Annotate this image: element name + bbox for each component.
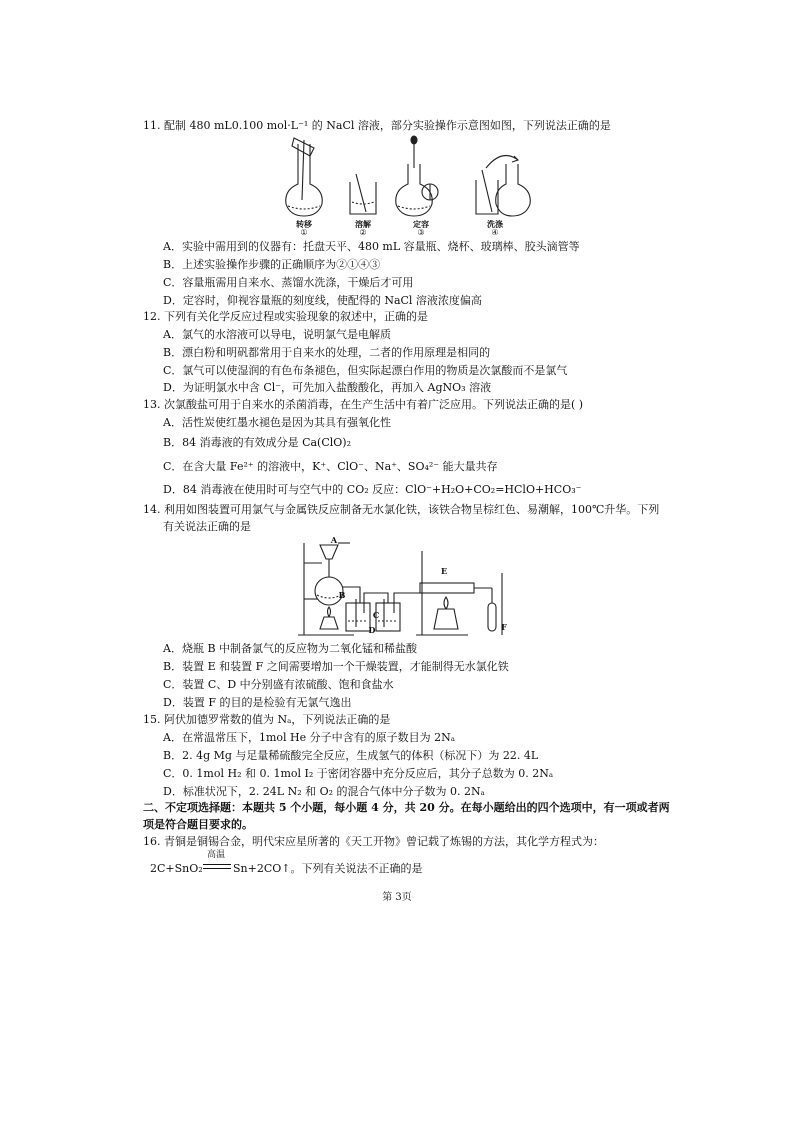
q16-stem: 16. 青铜是铜锡合金，明代宋应星所著的《天工开物》曾记载了炼锡的方法，其化学方程式为： <box>143 835 604 848</box>
q11-option-c: C．容量瓶需用自来水、蒸馏水洗涤，干燥后才可用 <box>163 276 414 289</box>
q15-option-d: D．标准状况下，2. 24L N₂ 和 O₂ 的混合气体中分子数为 0. 2Nₐ <box>163 785 485 798</box>
q12-option-a: A．氯气的水溶液可以导电，说明氯气是电解质 <box>163 328 391 341</box>
q12-stem: 12. 下列有关化学反应过程或实验现象的叙述中，正确的是 <box>143 310 428 323</box>
step-num-2: ② <box>359 228 367 237</box>
step-num-1: ① <box>300 228 308 237</box>
step-label-wash: 洗涤 <box>487 219 503 229</box>
step-label-dissolve: 溶解 <box>355 219 371 229</box>
step-num-3: ③ <box>417 228 425 237</box>
q16-equation-condition: 高温 <box>207 850 226 860</box>
section2-heading-line2: 项是符合题目要求的。 <box>143 818 253 831</box>
q14-stem-line2: 有关说法正确的是 <box>163 520 251 533</box>
label-e: E <box>440 566 448 576</box>
q14-apparatus-figure <box>298 533 516 641</box>
q12-option-b: B．漂白粉和明矾都常用于自来水的处理，二者的作用原理是相同的 <box>163 346 491 359</box>
q11-option-d: D．定容时，仰视容量瓶的刻度线，使配得的 NaCl 溶液浓度偏高 <box>163 294 482 307</box>
q14-stem-line1: 14. 利用如图装置可用氯气与金属铁反应制备无水氯化铁，该铁合物呈棕红色、易潮解，100℃升华。下列 <box>143 503 660 516</box>
q13-option-d: D．84 消毒液在使用时可与空气中的 CO₂ 反应：ClO⁻+H₂O+CO₂=HClO+HCO₃⁻ <box>163 483 582 496</box>
q14-option-d: D．装置 F 的目的是检验有无氯气逸出 <box>163 696 352 709</box>
q15-option-c: C．0. 1mol H₂ 和 0. 1mol I₂ 于密闭容器中充分反应后，其分子总数为 0. 2Nₐ <box>163 767 554 780</box>
q14-option-b: B．装置 E 和装置 F 之间需要增加一个干燥装置，才能制得无水氯化铁 <box>163 660 509 673</box>
q13-stem: 13. 次氯酸盐可用于自来水的杀菌消毒，在生产生活中有着广泛应用。下列说法正确的是( ) <box>143 398 584 411</box>
q15-option-a: A．在常温常压下，1mol He 分子中含有的原子数目为 2Nₐ <box>163 731 455 744</box>
q16-equation-left: 2C+SnO₂ <box>150 862 203 875</box>
q11-stem: 11. 配制 480 mL0.100 mol·L⁻¹ 的 NaCl 溶液，部分实验操作示意图如图，下列说法正确的是 <box>143 119 611 132</box>
label-f: F <box>501 622 507 632</box>
q15-stem: 15. 阿伏加德罗常数的值为 Nₐ，下列说法正确的是 <box>143 713 391 726</box>
label-d: D <box>368 625 376 635</box>
label-c: C <box>372 610 380 620</box>
q15-option-b: B．2. 4g Mg 与足量稀硫酸完全反应，生成氢气的体积（标况下）为 22. 4L <box>163 749 539 762</box>
step-num-4: ④ <box>491 228 499 237</box>
q11-apparatus-figure <box>280 134 540 220</box>
q12-option-d: D．为证明氯水中含 Cl⁻，可先加入盐酸酸化，再加入 AgNO₃ 溶液 <box>163 381 492 394</box>
q13-option-b: B．84 消毒液的有效成分是 Ca(ClO)₂ <box>163 436 351 449</box>
q13-option-a: A．活性炭使红墨水褪色是因为其具有强氧化性 <box>163 416 391 429</box>
step-label-transfer: 转移 <box>296 219 312 229</box>
q14-option-c: C．装置 C、D 中分别盛有浓硫酸、饱和食盐水 <box>163 678 394 691</box>
label-b: B <box>338 590 346 600</box>
step-label-fix-volume: 定容 <box>413 219 429 229</box>
q11-option-a: A．实验中需用到的仪器有：托盘天平、480 mL 容量瓶、烧杯、玻璃棒、胶头滴管等 <box>163 240 580 253</box>
label-a: A <box>330 535 338 545</box>
q14-option-a: A．烧瓶 B 中制备氯气的反应物为二氧化锰和稀盐酸 <box>163 642 418 655</box>
q16-equation-arrow <box>203 864 231 869</box>
q16-equation-right: Sn+2CO↑。下列有关说法不正确的是 <box>233 862 423 875</box>
q11-option-b: B．上述实验操作步骤的正确顺序为②①④③ <box>163 258 381 271</box>
section2-heading-line1: 二、不定项选择题：本题共 5 个小题，每小题 4 分，共 20 分。在每小题给出的四个选项中，有一项或者两 <box>143 801 670 814</box>
page-number: 第 3页 <box>382 892 412 903</box>
q13-option-c: C．在含大量 Fe²⁺ 的溶液中，K⁺、ClO⁻、Na⁺、SO₄²⁻ 能大量共存 <box>163 460 498 473</box>
q12-option-c: C．氯气可以使湿润的有色布条褪色，但实际起漂白作用的物质是次氯酸而不是氯气 <box>163 364 568 377</box>
